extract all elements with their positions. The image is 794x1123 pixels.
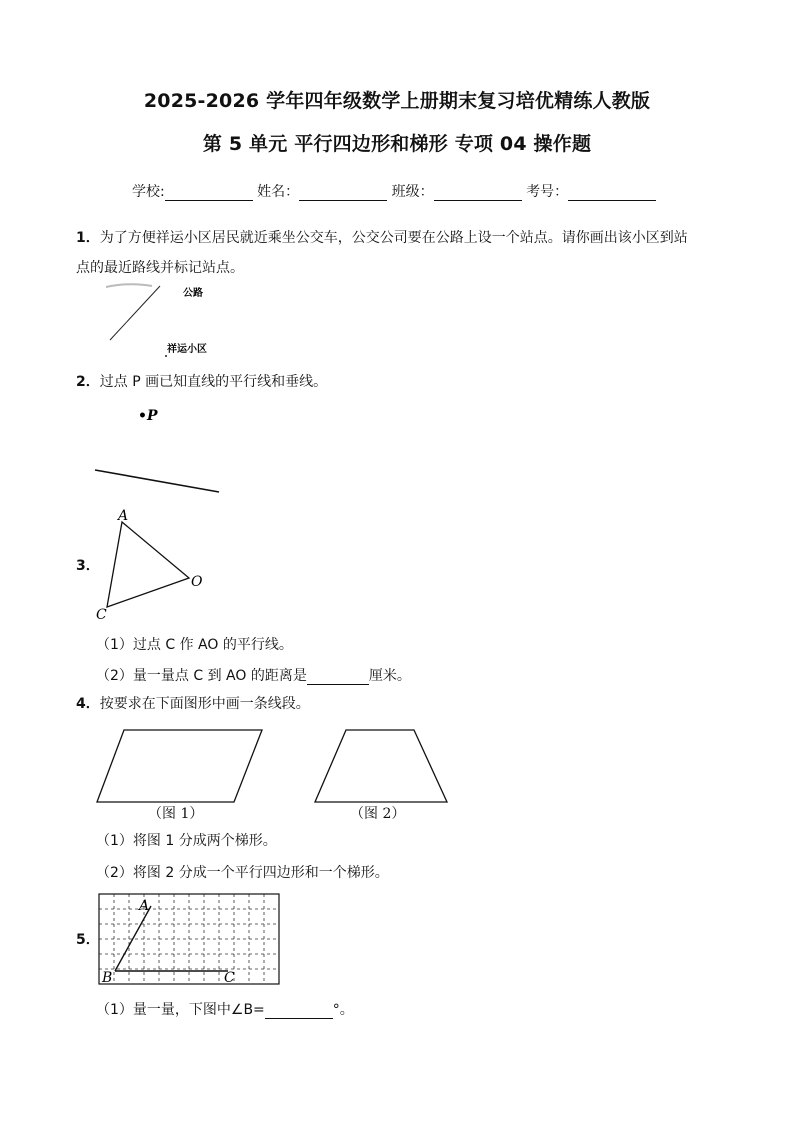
trapezoid bbox=[315, 730, 447, 802]
question-number: 5． bbox=[76, 932, 100, 948]
q4-sub1: （1）将图 1 分成两个梯形。 bbox=[96, 833, 277, 849]
road-label: 公路 bbox=[183, 288, 203, 299]
line-figure bbox=[88, 400, 228, 500]
school-field[interactable] bbox=[165, 186, 253, 201]
point-p-label: •P bbox=[138, 408, 158, 424]
question-number: 1． bbox=[76, 230, 100, 246]
road-edge bbox=[106, 284, 152, 287]
question-1 bbox=[76, 228, 726, 278]
given-line bbox=[95, 470, 219, 492]
q4-sub2: （2）将图 2 分成一个平行四边形和一个梯形。 bbox=[96, 865, 389, 881]
point-b-label: B bbox=[102, 970, 113, 986]
q5-sub1-unit: °。 bbox=[332, 1002, 354, 1018]
grid-figure bbox=[98, 893, 282, 987]
community-point bbox=[165, 355, 167, 357]
angle-answer-field[interactable] bbox=[265, 1004, 333, 1019]
class-label: 班级： bbox=[391, 184, 434, 200]
question-text: 为了方便祥运小区居民就近乘坐公交车，公交公司要在公路上设一个站点。请你画出该小区到站 bbox=[99, 230, 688, 246]
school-label: 学校: bbox=[132, 184, 165, 200]
question-4 bbox=[76, 694, 310, 714]
triangle-aoc bbox=[107, 522, 189, 607]
figure-2-label: （图 2） bbox=[350, 806, 406, 822]
class-field[interactable] bbox=[434, 186, 522, 201]
point-c-label: C bbox=[224, 970, 235, 986]
triangle-figure bbox=[92, 503, 212, 623]
info-row bbox=[132, 181, 656, 201]
question-number: 3． bbox=[76, 558, 100, 574]
q5-sub1 bbox=[96, 999, 354, 1019]
page-title: 2025-2026 学年四年级数学上册期末复习培优精练人教版 bbox=[143, 90, 651, 112]
distance-answer-field[interactable] bbox=[307, 670, 369, 685]
parallelogram bbox=[97, 730, 262, 802]
road-figure bbox=[100, 282, 230, 362]
q3-sub2 bbox=[96, 665, 411, 685]
point-a-label: A bbox=[139, 898, 150, 914]
community-label: 祥运小区 bbox=[167, 344, 207, 355]
exam-label: 考号： bbox=[526, 184, 569, 200]
q3-sub2-unit: 厘米。 bbox=[368, 668, 411, 684]
road-line bbox=[110, 286, 160, 340]
question-number: 2． bbox=[76, 374, 100, 390]
question-text-cont: 点的最近路线并标记站点。 bbox=[76, 260, 244, 276]
q5-sub1-text: （1）量一量，下图中∠B= bbox=[96, 1002, 265, 1018]
page-subtitle: 第 5 单元 平行四边形和梯形 专项 04 操作题 bbox=[202, 133, 592, 155]
vertex-c-label: C bbox=[96, 607, 107, 623]
question-text: 过点 P 画已知直线的平行线和垂线。 bbox=[99, 374, 328, 390]
name-label: 姓名： bbox=[257, 184, 300, 200]
question-2 bbox=[76, 372, 327, 392]
segment-ba bbox=[115, 906, 151, 971]
vertex-a-label: A bbox=[118, 508, 129, 524]
exam-number-field[interactable] bbox=[568, 186, 656, 201]
q3-sub1: （1）过点 C 作 AO 的平行线。 bbox=[96, 637, 293, 653]
name-field[interactable] bbox=[299, 186, 387, 201]
question-number: 4． bbox=[76, 696, 100, 712]
q3-sub2-text: （2）量一量点 C 到 AO 的距离是 bbox=[96, 668, 307, 684]
figure-1-label: （图 1） bbox=[148, 806, 204, 822]
vertex-o-label: O bbox=[191, 574, 203, 590]
question-text: 按要求在下面图形中画一条线段。 bbox=[99, 696, 310, 712]
